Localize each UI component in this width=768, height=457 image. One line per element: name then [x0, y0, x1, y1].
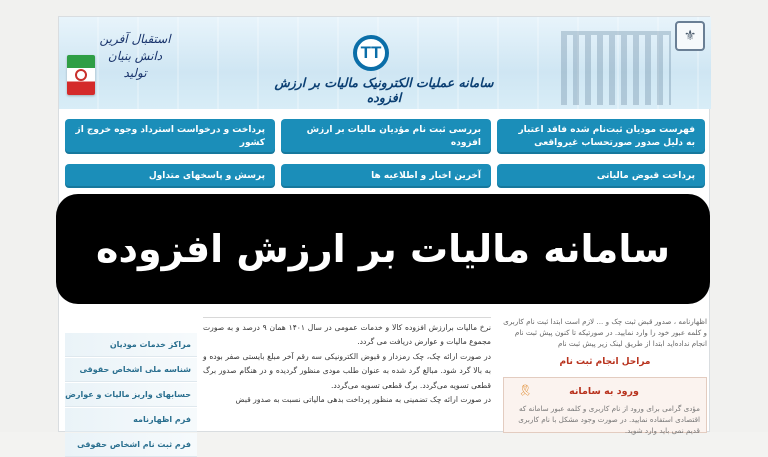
title-overlay	[56, 194, 710, 304]
menu-item-label: مراکز خدمات مودیان	[109, 340, 191, 349]
organization-seal-icon: ⚜	[675, 21, 705, 51]
menu-item-label: حسابهای	[152, 390, 191, 399]
slogan-line: استقبال آفرین	[99, 32, 171, 46]
nav-button-faq[interactable]: پرسش و پاسخهای متداول	[65, 164, 275, 188]
building-graphic	[561, 31, 671, 105]
nav-button-pay-bills[interactable]: پرداخت قبوض مالیاتی	[497, 164, 705, 188]
article-paragraph: در صورت ارائه چک تضمینی به منظور پرداخت بدهی مالیاتی نسبت به صدور قبض	[235, 395, 491, 405]
nav-button-invalid-taxpayers[interactable]: فهرست مودیان ثبت‌نام شده فاقد اعتبار به دلیل صدور صورتحساب غیرواقعی	[497, 119, 705, 154]
menu-item-label: مالیات و عوارض	[65, 390, 133, 399]
left-menu	[65, 333, 197, 449]
slogan-line: دانش بنیان	[107, 48, 163, 63]
menu-item-legal-registration[interactable]	[65, 433, 197, 457]
site-title: سامانه عملیات الکترونیک مالیات بر ارزش افزوده	[274, 75, 494, 105]
menu-item-label: شناسه ملی اشخاص حقوقی	[79, 365, 191, 374]
nav-button-registration-check[interactable]: بررسی ثبت نام مؤدیان مالیات بر ارزش افزوده	[281, 119, 491, 154]
menu-item-tax-accounts[interactable]	[65, 383, 197, 407]
article-paragraph: در صورت ارائه چک، چک رمزدار و قبوض الکترونیکی سه رقم آخر مبلغ بایستی صفر بوده و به بالا گرد شود. مبالغ گرد شده به عنوان طلب مودی منظور گردیده و در هنگام صدور برگ قطعی تسویه می‌گردد. برگ قطعی تسویه می‌گردد.	[203, 351, 491, 390]
registration-steps-link[interactable]: مراحل انجام ثبت نام	[559, 357, 651, 367]
logo-mark: TT	[360, 43, 382, 62]
article-paragraph: نرخ مالیات برارزش افزوده کالا و خدمات عمومی در سال ۱۴۰۱ همان ۹ درصد و به صورت مجموع مالیات و عوارض دریافت می گردد.	[203, 323, 491, 347]
flag-block	[61, 23, 183, 107]
menu-item-label: فرم ثبت نام اشخاص حقوقی	[77, 440, 191, 449]
login-info-text: اظهارنامه ، صدور قبض ثبت چک و ... لازم است ابتدا ثبت نام کاربری و کلمه عبور خود را وارد نمایید. در صورتیکه تا کنون پیش ثبت نام انجام نداده‌اید ابتدا از طریق لینک زیر پیش ثبت نام	[503, 317, 707, 348]
article-divider	[203, 317, 491, 318]
overlay-title: سامانه مالیات بر ارزش افزوده	[96, 227, 670, 271]
login-box	[503, 377, 707, 433]
header-banner	[59, 17, 711, 109]
right-sidebar	[499, 305, 711, 433]
login-link[interactable]: ورود به سامانه	[569, 386, 639, 397]
year-slogan	[91, 31, 179, 81]
nav-button-refund-request[interactable]: پرداخت و درخواست استرداد وجوه خروج از کشور	[65, 119, 275, 154]
menu-item-label: واریز	[132, 390, 153, 399]
slogan-line: تولید	[123, 65, 147, 80]
menu-item-service-centers[interactable]	[65, 333, 197, 357]
menu-item-label: فرم	[172, 415, 191, 424]
tax-logo-icon[interactable]	[353, 35, 389, 71]
nav-button-latest-news[interactable]: آخرین اخبار و اطلاعیه ها	[281, 164, 491, 188]
flag-emblem-icon	[75, 69, 87, 81]
main-content	[59, 305, 711, 449]
news-article	[203, 321, 491, 433]
login-description: مؤدی گرامی برای ورود از نام کاربری و کلمه عبور سامانه که اقتصادی استفاده نمایید. در صورت وجود مشکل با نام کاربری قدیم نمی باید وارد شوید.	[518, 404, 700, 435]
menu-item-declaration-form[interactable]	[65, 408, 197, 432]
menu-item-label: اظهارنامه	[133, 415, 173, 424]
ribbon-icon: 🎗	[518, 384, 532, 397]
menu-item-legal-id[interactable]	[65, 358, 197, 382]
